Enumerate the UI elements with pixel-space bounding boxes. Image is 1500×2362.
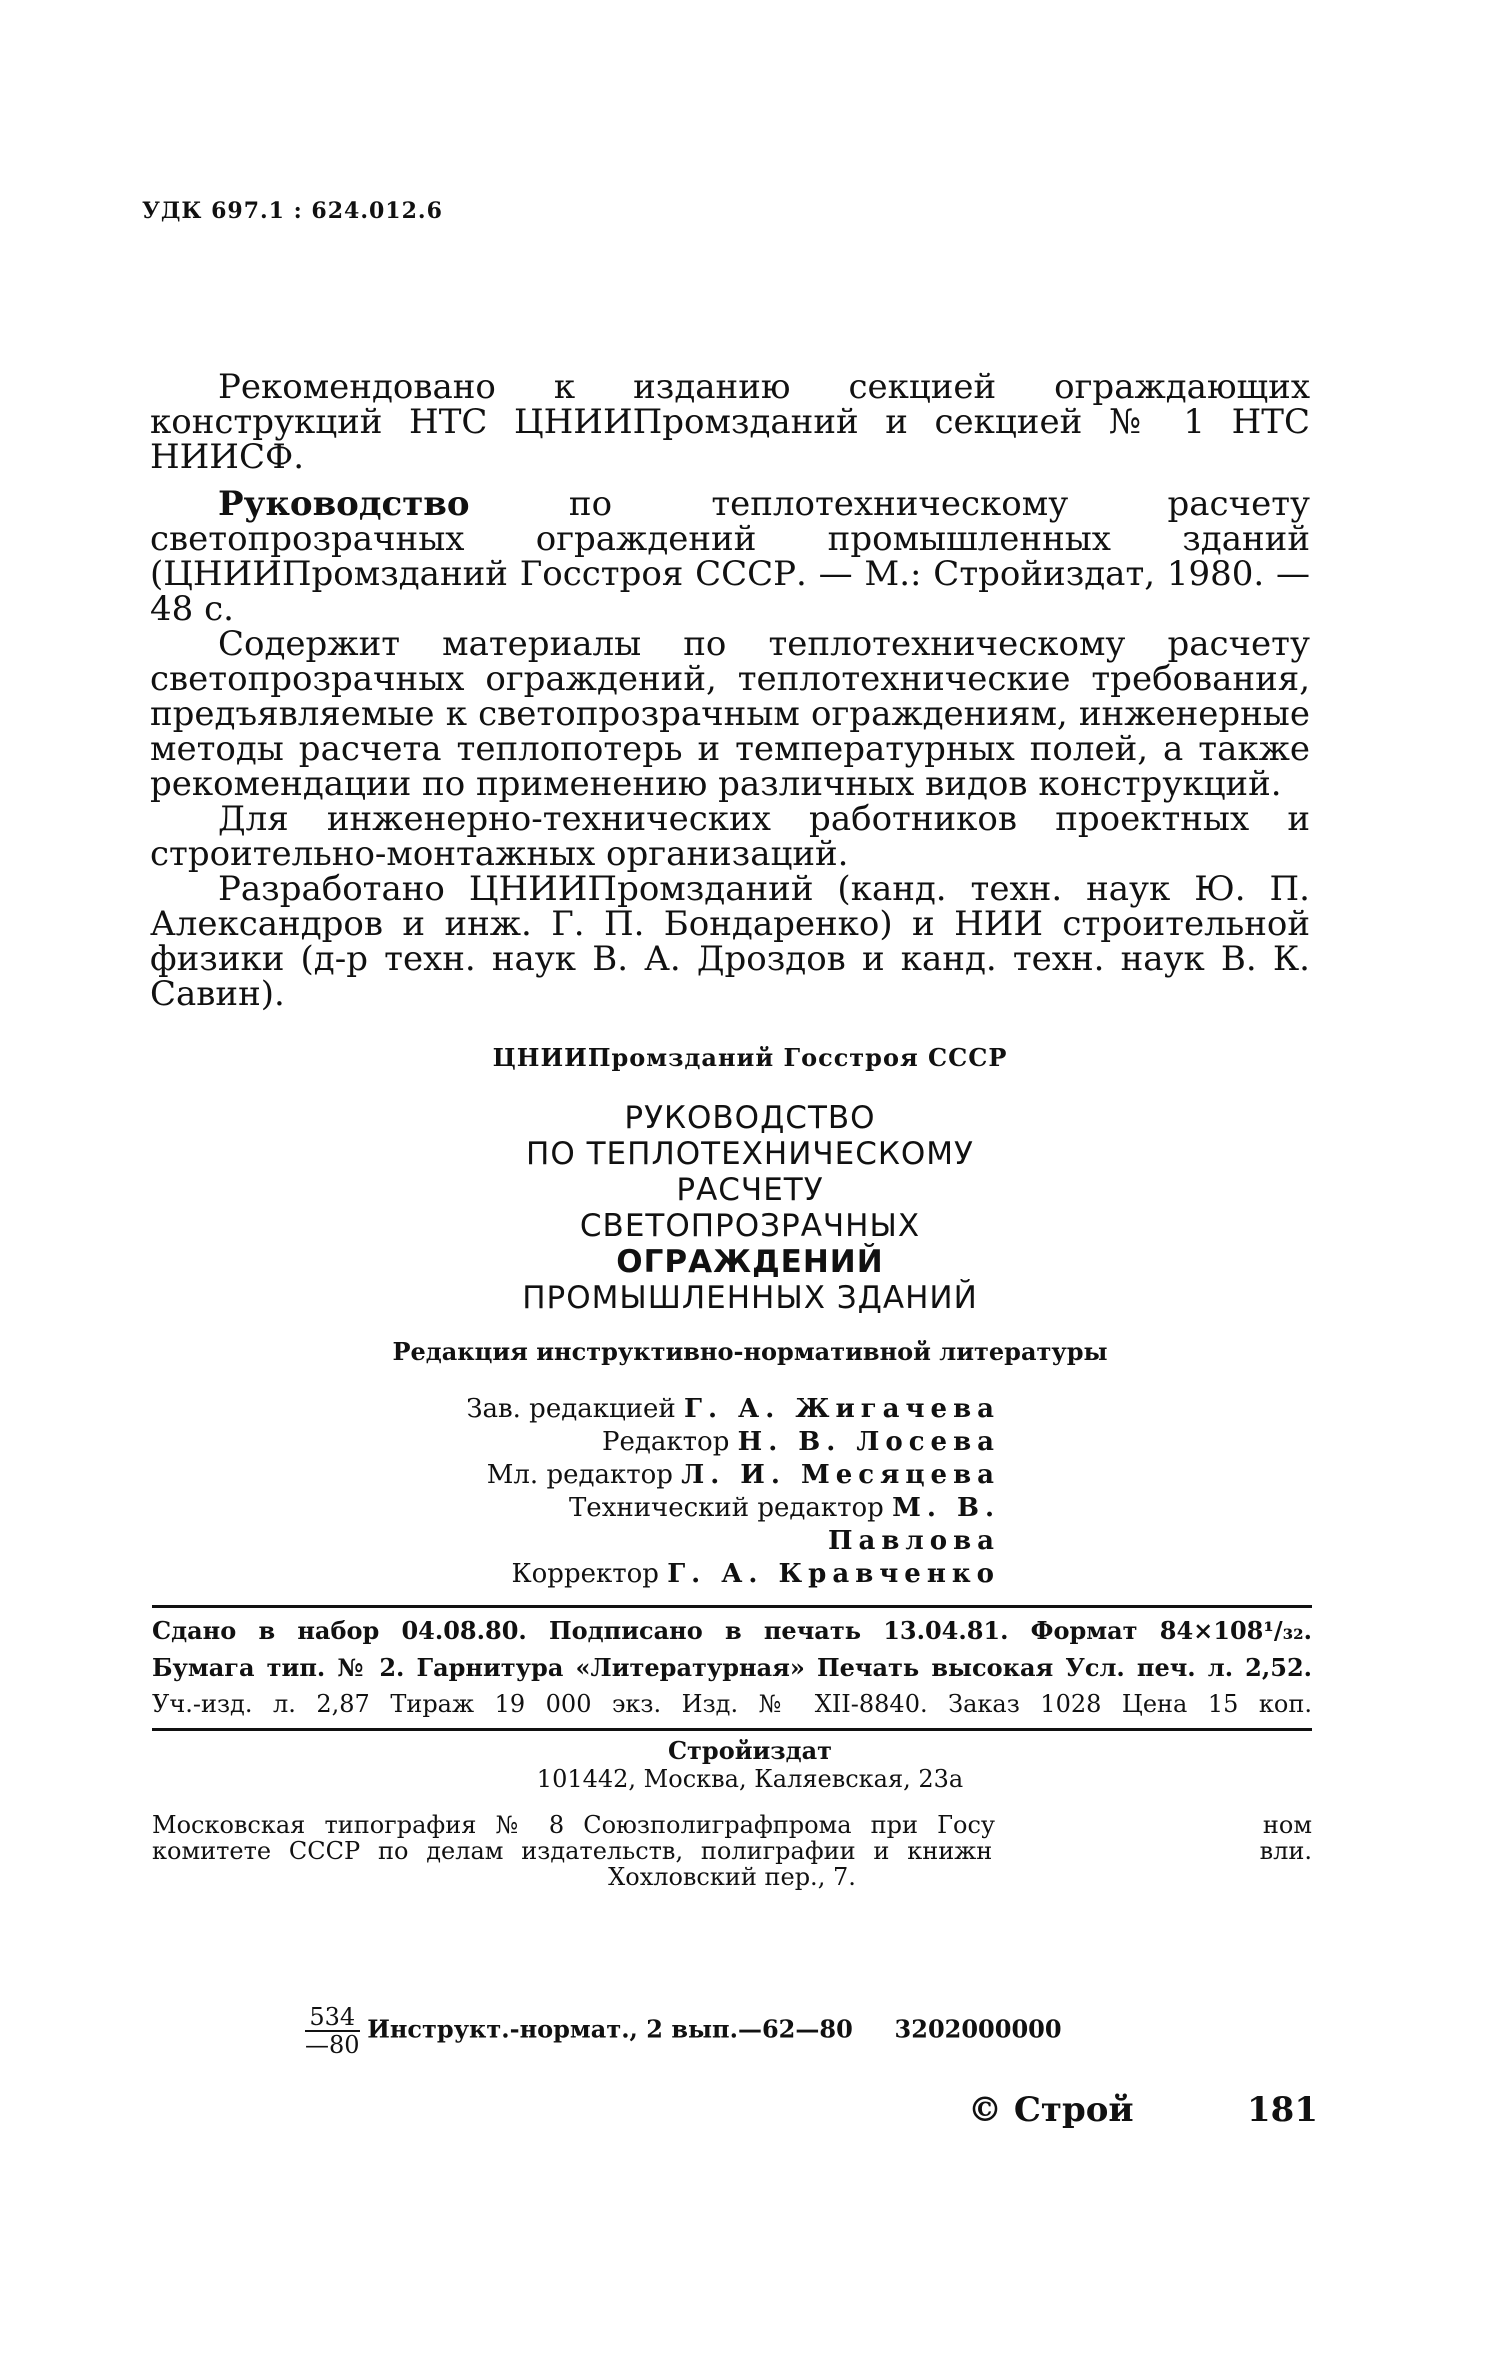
- imprint-line: Сдано в набор 04.08.80. Подписано в печать 13.04.81. Формат 84×108¹/₃₂.: [152, 1616, 1312, 1645]
- code-fraction: [305, 2004, 360, 2058]
- code-numerator: 534: [305, 2004, 360, 2032]
- annotation-title-word: Руководство: [218, 484, 470, 524]
- staff-role: Зав. редакцией: [466, 1394, 676, 1424]
- annotation-bibliographic: [150, 484, 1311, 629]
- printer-line: комитете СССР по делам издательств, полиграфии и книжн вли.: [152, 1837, 1312, 1865]
- title-line: СВЕТОПРОЗРАЧНЫХ: [579, 1208, 921, 1244]
- imprint-block: [152, 1612, 1312, 1723]
- printer-address: Хохловский пер., 7.: [608, 1863, 856, 1891]
- staff-name: Г. А. Жигачева: [684, 1394, 1000, 1424]
- staff-list: [420, 1393, 1120, 1591]
- title-line: ПРОМЫШЛЕННЫХ ЗДАНИЙ: [522, 1280, 978, 1316]
- title-line: РУКОВОДСТВО: [624, 1100, 876, 1136]
- divider: [152, 1728, 1312, 1731]
- annotation-audience: Для инженерно-технических работников проектных и строительно-монтажных организаций.: [150, 799, 1310, 874]
- staff-row: [420, 1426, 1120, 1459]
- annotation-block: [150, 484, 1311, 1014]
- printer-block: [152, 1812, 1312, 1890]
- staff-role: Технический редактор: [568, 1493, 884, 1523]
- publisher-name: Стройиздат: [667, 1736, 833, 1765]
- title-line: РАСЧЕТУ: [676, 1172, 824, 1208]
- publisher-address: 101442, Москва, Каляевская, 23а: [536, 1765, 964, 1793]
- staff-name: Н. В. Лосева: [737, 1427, 1000, 1457]
- book-title: [0, 1100, 1500, 1316]
- staff-name: Г. А. Кравченко: [667, 1559, 1000, 1589]
- imprint-line: Бумага тип. № 2. Гарнитура «Литературная» Печать высокая Усл. печ. л. 2,52.: [152, 1653, 1312, 1682]
- code-text: Инструкт.-нормат., 2 вып.—62—80 3202000000: [367, 2014, 1062, 2044]
- copyright-year: 181: [1247, 2090, 1318, 2130]
- staff-role: Мл. редактор: [486, 1460, 673, 1490]
- staff-row: [420, 1492, 1120, 1558]
- annotation-contents: Содержит материалы по теплотехническому расчету светопрозрачных ограждений, теплотехнические требования, предъявляемые к светопрозрачным ограждениям, инженерные методы расчета теплопотерь и температурных полей, а также рекомендации по применению различных видов конструкций.: [150, 624, 1310, 804]
- staff-role: Редактор: [602, 1427, 730, 1457]
- imprint-line: Уч.-изд. л. 2,87 Тираж 19 000 экз. Изд. № XII-8840. Заказ 1028 Цена 15 коп.: [152, 1690, 1312, 1718]
- staff-name: М. В. Павлова: [827, 1493, 1000, 1556]
- staff-row: [420, 1558, 1120, 1591]
- recommendation-note: [150, 367, 1310, 477]
- annotation-developers: Разработано ЦНИИПромзданий (канд. техн. наук Ю. П. Александров и инж. Г. П. Бондаренко) и НИИ строительной физики (д-р техн. наук В. А. Дроздов и канд. техн. наук В. К. Савин).: [150, 869, 1310, 1014]
- code-denominator: —80: [305, 2031, 360, 2059]
- publisher-block: [0, 1737, 1500, 1793]
- staff-role: Корректор: [511, 1559, 659, 1589]
- title-line: ПО ТЕПЛОТЕХНИЧЕСКОМУ: [526, 1136, 974, 1172]
- staff-name: Л. И. Месяцева: [681, 1460, 1000, 1490]
- staff-row: [420, 1393, 1120, 1426]
- annotation-description: по теплотехническому расчету светопрозрачных ограждений промышленных зданий (ЦНИИПромзданий Госстроя СССР. — М.: Стройиздат, 1980. — 48 с.: [150, 484, 1311, 629]
- printer-line: Московская типография № 8 Союзполиграфпрома при Госу ном: [152, 1811, 1312, 1839]
- recommendation-text: Рекомендовано к изданию секцией ограждающих конструкций НТС ЦНИИПромзданий и секцией № 1 НТС НИИСФ.: [150, 367, 1310, 477]
- divider: [152, 1605, 1312, 1608]
- organization: ЦНИИПромзданий Госстроя СССР: [492, 1043, 1008, 1072]
- copyright: © Строй: [968, 2090, 1134, 2130]
- editorial-office: Редакция инструктивно-нормативной литературы: [392, 1337, 1108, 1366]
- publication-code: [305, 2004, 1062, 2058]
- staff-row: [420, 1459, 1120, 1492]
- udc-code: УДК 697.1 : 624.012.6: [142, 198, 443, 224]
- title-line: ОГРАЖДЕНИЙ: [616, 1244, 884, 1280]
